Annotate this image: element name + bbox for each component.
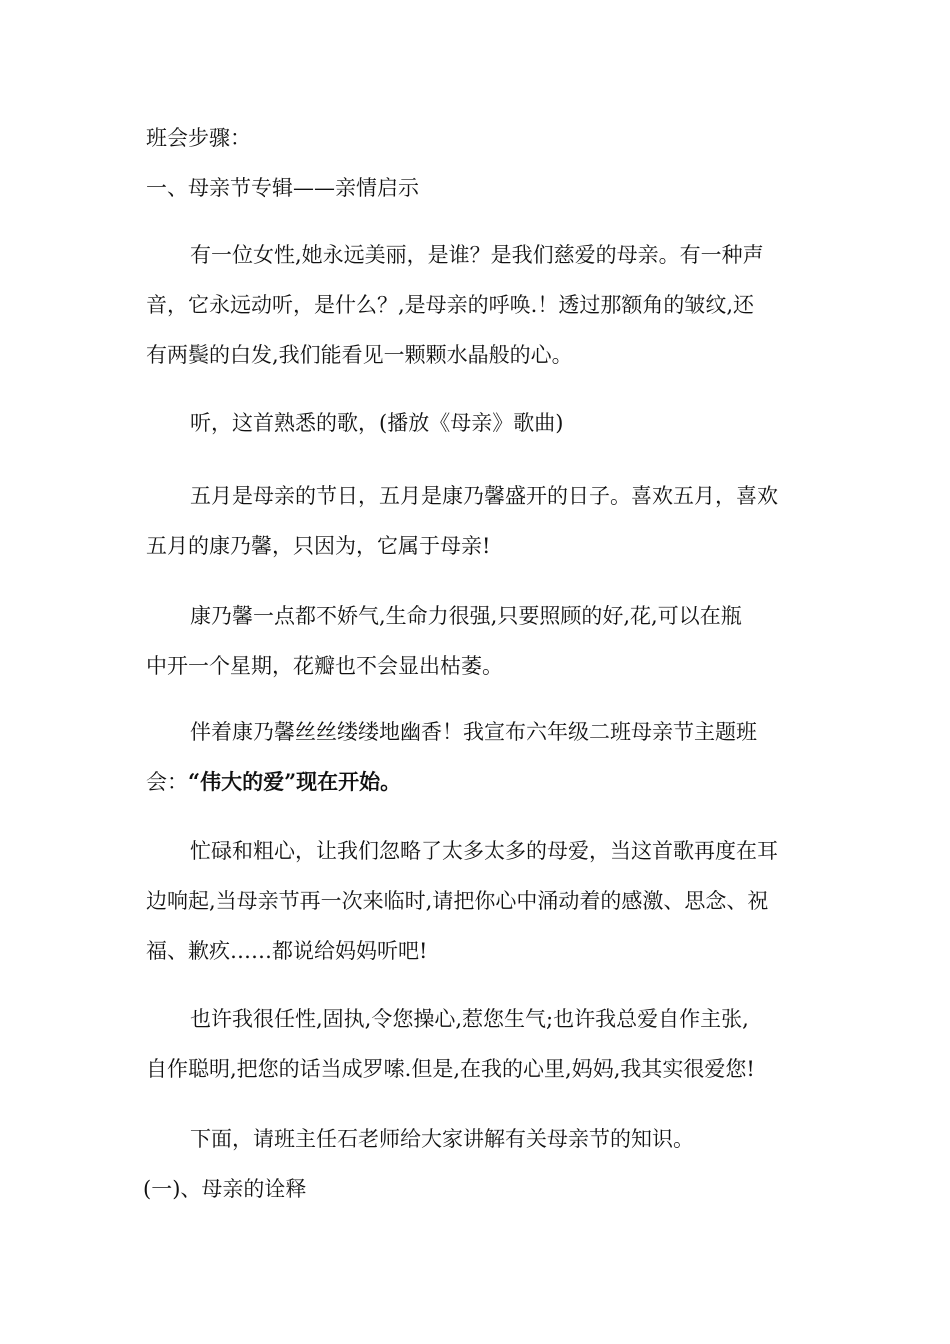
paragraph-4-line-2: 中开一个星期，花瓣也不会显出枯萎。 <box>146 654 503 678</box>
paragraph-5-line-1: 伴着康乃馨丝丝缕缕地幽香！我宣布六年级二班母亲节主题班 <box>190 720 757 744</box>
paragraph-3-line-1: 五月是母亲的节日，五月是康乃馨盛开的日子。喜欢五月，喜欢 <box>190 484 778 508</box>
paragraph-7-line-1: 也许我很任性,固执,令您操心,惹您生气;也许我总爱自作主张, <box>190 1007 749 1031</box>
subsection-heading-one: (一)、母亲的诠释 <box>143 1177 307 1201</box>
paragraph-8: 下面，请班主任石老师给大家讲解有关母亲节的知识。 <box>190 1127 694 1151</box>
paragraph-1-line-3: 有两鬓的白发,我们能看见一颗颗水晶般的心。 <box>146 343 573 367</box>
paragraph-4-line-1: 康乃馨一点都不娇气,生命力很强,只要照顾的好,花,可以在瓶 <box>190 604 742 628</box>
paragraph-7-line-2: 自作聪明,把您的话当成罗嗦.但是,在我的心里,妈妈,我其实很爱您! <box>146 1057 755 1081</box>
paragraph-5-line-2 <box>146 767 818 797</box>
paragraph-6-line-1: 忙碌和粗心，让我们忽略了太多太多的母爱，当这首歌再度在耳 <box>190 839 778 863</box>
heading-steps: 班会步骤： <box>146 126 251 150</box>
paragraph-3-line-2: 五月的康乃馨，只因为，它属于母亲! <box>146 534 491 558</box>
paragraph-5-bold-title: “伟大的爱”现在开始。 <box>188 769 402 794</box>
paragraph-1-line-2: 音，它永远动听，是什么？,是母亲的呼唤.！透过那额角的皱纹,还 <box>146 293 755 317</box>
paragraph-1-line-1: 有一位女性,她永远美丽，是谁？是我们慈爱的母亲。有一种声 <box>190 243 764 267</box>
section-heading-one: 一、母亲节专辑——亲情启示 <box>146 176 419 200</box>
paragraph-6-line-3: 福、歉疚……都说给妈妈听吧! <box>146 939 428 963</box>
paragraph-5-prefix: 会： <box>146 770 188 794</box>
paragraph-2: 听，这首熟悉的歌，(播放《母亲》歌曲) <box>190 411 564 435</box>
paragraph-6-line-2: 边响起,当母亲节再一次来临时,请把你心中涌动着的感激、思念、祝 <box>146 889 769 913</box>
